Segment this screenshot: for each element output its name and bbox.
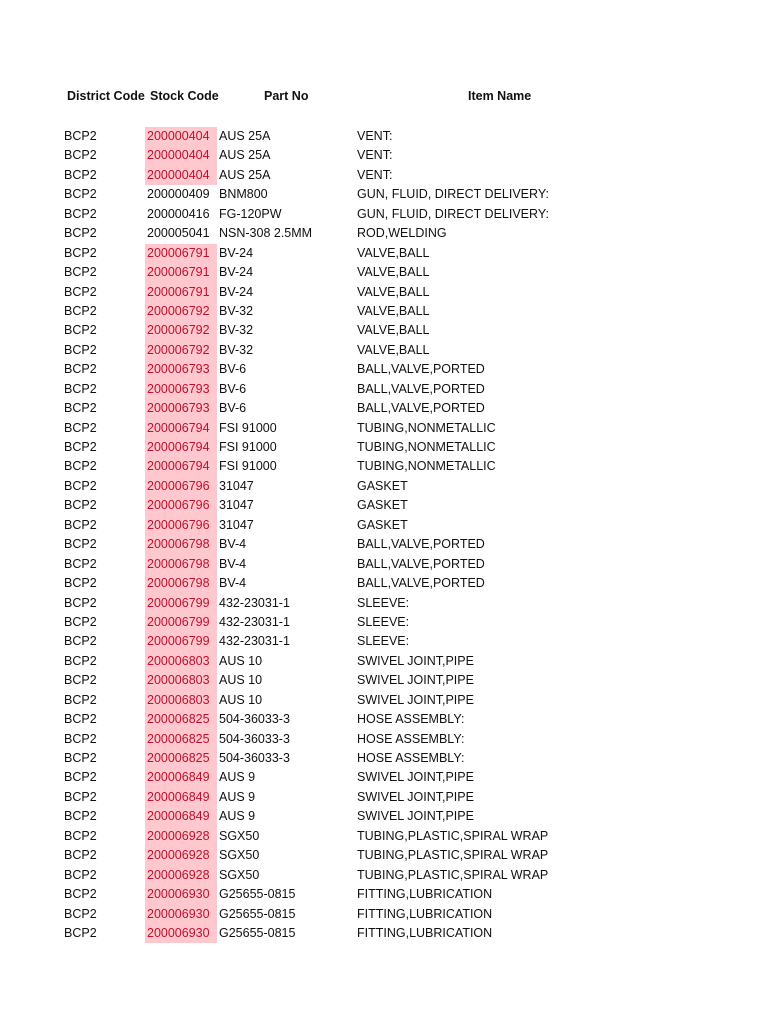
district-code-cell: BCP2: [64, 828, 97, 843]
header-district-code: District Code: [67, 89, 145, 103]
table-body: [0, 127, 768, 943]
part-no-cell: BV-6: [219, 362, 247, 377]
item-name-cell: GUN, FLUID, DIRECT DELIVERY:: [357, 187, 549, 202]
table-row: [0, 205, 768, 224]
table-row: [0, 283, 768, 302]
district-code-cell: BCP2: [64, 887, 97, 902]
part-no-cell: BV-24: [219, 245, 254, 260]
part-no-cell: FSI 91000: [219, 440, 277, 454]
stock-code-cell: 200006799: [145, 632, 217, 651]
part-no-cell: BNM800: [219, 187, 268, 202]
table-row: [0, 127, 768, 146]
stock-code-cell: 200006794: [145, 457, 217, 476]
stock-code-cell: 200006849: [145, 768, 217, 787]
table-row: [0, 185, 768, 204]
district-code-cell: BCP2: [64, 362, 97, 377]
header-part-no: Part No: [264, 89, 309, 103]
part-no-cell: BV-4: [219, 556, 247, 571]
table-row: [0, 866, 768, 885]
part-no-cell: BV-32: [219, 303, 254, 318]
district-code-cell: BCP2: [64, 789, 97, 804]
part-no-cell: AUS 9: [219, 770, 256, 785]
item-name-cell: HOSE ASSEMBLY:: [357, 751, 465, 765]
part-no-cell: AUS 9: [219, 789, 256, 804]
header-item-name: Item Name: [468, 89, 532, 103]
district-code-cell: BCP2: [64, 129, 97, 143]
table-row: [0, 885, 768, 904]
item-name-cell: VENT:: [357, 148, 393, 163]
part-no-cell: 31047: [219, 498, 254, 513]
part-no-cell: FSI 91000: [219, 459, 277, 474]
stock-code-cell: 200000404: [145, 127, 217, 146]
district-code-cell: BCP2: [64, 712, 97, 727]
stock-code-cell: 200006798: [145, 535, 217, 554]
part-no-cell: BV-6: [219, 381, 247, 396]
table-row: [0, 360, 768, 379]
part-no-cell: 31047: [219, 517, 254, 532]
table-row: [0, 924, 768, 943]
stock-code-cell: 200006796: [145, 516, 217, 535]
item-name-cell: SWIVEL JOINT,PIPE: [357, 692, 474, 707]
part-no-cell: 432-23031-1: [219, 614, 290, 629]
item-name-cell: SLEEVE:: [357, 614, 410, 629]
district-code-cell: BCP2: [64, 284, 97, 299]
part-no-cell: G25655-0815: [219, 925, 296, 940]
table-row: [0, 496, 768, 515]
item-name-cell: BALL,VALVE,PORTED: [357, 556, 485, 571]
item-name-cell: VALVE,BALL: [357, 303, 430, 318]
table-row: [0, 419, 768, 438]
part-no-cell: 504-36033-3: [219, 731, 290, 746]
table-row: [0, 555, 768, 574]
table-row: [0, 671, 768, 690]
table-row: [0, 730, 768, 749]
district-code-cell: BCP2: [64, 440, 97, 454]
part-no-cell: BV-32: [219, 323, 254, 338]
item-name-cell: TUBING,PLASTIC,SPIRAL WRAP: [357, 828, 549, 843]
stock-code-cell: 200006794: [145, 419, 217, 438]
table-row: [0, 710, 768, 729]
item-name-cell: FITTING,LUBRICATION: [357, 887, 493, 902]
item-name-cell: VALVE,BALL: [357, 265, 430, 280]
table-row: [0, 380, 768, 399]
part-no-cell: BV-24: [219, 284, 254, 299]
stock-code-cell: 200006825: [145, 749, 217, 768]
district-code-cell: BCP2: [64, 148, 97, 163]
item-name-cell: SLEEVE:: [357, 634, 410, 649]
item-name-cell: VALVE,BALL: [357, 342, 430, 357]
item-name-cell: HOSE ASSEMBLY:: [357, 731, 465, 746]
district-code-cell: BCP2: [64, 867, 97, 882]
part-no-cell: BV-32: [219, 342, 254, 357]
item-name-cell: ROD,WELDING: [357, 226, 447, 241]
item-name-cell: BALL,VALVE,PORTED: [357, 576, 485, 591]
item-name-cell: BALL,VALVE,PORTED: [357, 381, 485, 396]
table-row: [0, 438, 768, 457]
table-row: [0, 321, 768, 340]
table-row: [0, 457, 768, 476]
item-name-cell: BALL,VALVE,PORTED: [357, 401, 485, 416]
stock-code-cell: 200006793: [145, 380, 217, 399]
item-name-cell: FITTING,LUBRICATION: [357, 906, 493, 921]
part-no-cell: AUS 10: [219, 692, 263, 707]
district-code-cell: BCP2: [64, 167, 97, 182]
item-name-cell: GASKET: [357, 498, 408, 513]
district-code-cell: BCP2: [64, 498, 97, 513]
district-code-cell: BCP2: [64, 478, 97, 493]
item-name-cell: BALL,VALVE,PORTED: [357, 362, 485, 377]
stock-code-cell: 200006792: [145, 321, 217, 340]
part-no-cell: 504-36033-3: [219, 712, 290, 727]
item-name-cell: SLEEVE:: [357, 595, 410, 610]
item-name-cell: HOSE ASSEMBLY:: [357, 712, 465, 727]
table-row: [0, 574, 768, 593]
district-code-cell: BCP2: [64, 906, 97, 921]
part-no-cell: 504-36033-3: [219, 751, 290, 765]
table-row: [0, 535, 768, 554]
item-name-cell: TUBING,PLASTIC,SPIRAL WRAP: [357, 848, 549, 863]
item-name-cell: SWIVEL JOINT,PIPE: [357, 809, 474, 824]
stock-code-cell: 200006792: [145, 341, 217, 360]
table-row: [0, 846, 768, 865]
item-name-cell: VENT:: [357, 167, 393, 182]
item-name-cell: FITTING,LUBRICATION: [357, 925, 493, 940]
table-row: [0, 244, 768, 263]
table-header-row: [0, 89, 768, 107]
table-row: [0, 788, 768, 807]
table-row: [0, 399, 768, 418]
table-row: [0, 691, 768, 710]
stock-code-cell: 200000416: [147, 206, 210, 221]
district-code-cell: BCP2: [64, 634, 97, 649]
item-name-cell: SWIVEL JOINT,PIPE: [357, 770, 474, 785]
stock-code-cell: 200006796: [145, 477, 217, 496]
district-code-cell: BCP2: [64, 420, 97, 435]
stock-code-cell: 200006798: [145, 574, 217, 593]
header-stock-code: Stock Code: [150, 89, 219, 103]
part-no-cell: 432-23031-1: [219, 634, 290, 649]
item-name-cell: SWIVEL JOINT,PIPE: [357, 673, 474, 688]
part-no-cell: SGX50: [219, 867, 260, 882]
district-code-cell: BCP2: [64, 517, 97, 532]
district-code-cell: BCP2: [64, 556, 97, 571]
stock-code-cell: 200006928: [145, 846, 217, 865]
table-row: [0, 652, 768, 671]
part-no-cell: FG-120PW: [219, 206, 282, 221]
district-code-cell: BCP2: [64, 323, 97, 338]
stock-code-cell: 200006791: [145, 283, 217, 302]
item-name-cell: TUBING,NONMETALLIC: [357, 459, 496, 474]
item-name-cell: VALVE,BALL: [357, 323, 430, 338]
table-row: [0, 807, 768, 826]
table-row: [0, 341, 768, 360]
district-code-cell: BCP2: [64, 342, 97, 357]
district-code-cell: BCP2: [64, 303, 97, 318]
part-no-cell: NSN-308 2.5MM: [219, 226, 313, 241]
district-code-cell: BCP2: [64, 187, 97, 202]
district-code-cell: BCP2: [64, 653, 97, 668]
table-row: [0, 302, 768, 321]
stock-code-cell: 200006798: [145, 555, 217, 574]
stock-code-cell: 200006930: [145, 905, 217, 924]
item-name-cell: VALVE,BALL: [357, 284, 430, 299]
stock-code-cell: 200006930: [145, 924, 217, 943]
district-code-cell: BCP2: [64, 848, 97, 863]
stock-code-cell: 200006791: [145, 244, 217, 263]
district-code-cell: BCP2: [64, 731, 97, 746]
district-code-cell: BCP2: [64, 206, 97, 221]
part-no-cell: G25655-0815: [219, 887, 296, 902]
district-code-cell: BCP2: [64, 459, 97, 474]
item-name-cell: SWIVEL JOINT,PIPE: [357, 789, 474, 804]
district-code-cell: BCP2: [64, 925, 97, 940]
item-name-cell: VENT:: [357, 129, 393, 143]
part-no-cell: G25655-0815: [219, 906, 296, 921]
stock-code-cell: 200006793: [145, 360, 217, 379]
stock-code-cell: 200006799: [145, 594, 217, 613]
table-row: [0, 166, 768, 185]
part-no-cell: BV-6: [219, 401, 247, 416]
item-name-cell: VALVE,BALL: [357, 245, 430, 260]
table-row: [0, 905, 768, 924]
part-no-cell: AUS 25A: [219, 148, 271, 163]
district-code-cell: BCP2: [64, 770, 97, 785]
table-row: [0, 613, 768, 632]
stock-code-cell: 200006803: [145, 671, 217, 690]
item-name-cell: TUBING,PLASTIC,SPIRAL WRAP: [357, 867, 549, 882]
table-row: [0, 768, 768, 787]
stock-code-cell: 200006930: [145, 885, 217, 904]
stock-code-cell: 200006799: [145, 613, 217, 632]
district-code-cell: BCP2: [64, 595, 97, 610]
part-no-cell: AUS 25A: [219, 167, 271, 182]
part-no-cell: BV-4: [219, 576, 247, 591]
item-name-cell: BALL,VALVE,PORTED: [357, 537, 485, 552]
part-no-cell: 432-23031-1: [219, 595, 290, 610]
part-no-cell: BV-4: [219, 537, 247, 552]
item-name-cell: TUBING,NONMETALLIC: [357, 420, 496, 435]
district-code-cell: BCP2: [64, 751, 97, 765]
table-row: [0, 477, 768, 496]
table-row: [0, 749, 768, 768]
part-no-cell: FSI 91000: [219, 420, 277, 435]
district-code-cell: BCP2: [64, 381, 97, 396]
item-name-cell: GUN, FLUID, DIRECT DELIVERY:: [357, 206, 549, 221]
item-name-cell: GASKET: [357, 478, 408, 493]
district-code-cell: BCP2: [64, 614, 97, 629]
district-code-cell: BCP2: [64, 809, 97, 824]
table-row: [0, 146, 768, 165]
table-row: [0, 263, 768, 282]
district-code-cell: BCP2: [64, 537, 97, 552]
part-no-cell: SGX50: [219, 848, 260, 863]
stock-code-cell: 200006796: [145, 496, 217, 515]
district-code-cell: BCP2: [64, 673, 97, 688]
table-row: [0, 224, 768, 243]
stock-code-cell: 200006791: [145, 263, 217, 282]
stock-code-cell: 200006792: [145, 302, 217, 321]
district-code-cell: BCP2: [64, 265, 97, 280]
part-no-cell: AUS 9: [219, 809, 256, 824]
stock-code-cell: 200000404: [145, 146, 217, 165]
stock-code-cell: 200006825: [145, 730, 217, 749]
district-code-cell: BCP2: [64, 576, 97, 591]
item-name-cell: SWIVEL JOINT,PIPE: [357, 653, 474, 668]
stock-code-cell: 200005041: [147, 226, 210, 241]
table-row: [0, 516, 768, 535]
stock-code-cell: 200006794: [145, 438, 217, 457]
item-name-cell: TUBING,NONMETALLIC: [357, 440, 496, 454]
table-row: [0, 632, 768, 651]
stock-code-cell: 200006803: [145, 652, 217, 671]
stock-code-cell: 200006849: [145, 807, 217, 826]
stock-code-cell: 200000404: [145, 166, 217, 185]
stock-code-cell: 200000409: [147, 187, 210, 202]
stock-code-cell: 200006849: [145, 788, 217, 807]
stock-code-cell: 200006803: [145, 691, 217, 710]
part-no-cell: 31047: [219, 478, 254, 493]
item-name-cell: GASKET: [357, 517, 408, 532]
part-no-cell: AUS 10: [219, 673, 263, 688]
district-code-cell: BCP2: [64, 692, 97, 707]
part-no-cell: AUS 10: [219, 653, 263, 668]
part-no-cell: BV-24: [219, 265, 254, 280]
stock-code-cell: 200006928: [145, 827, 217, 846]
district-code-cell: BCP2: [64, 401, 97, 416]
district-code-cell: BCP2: [64, 245, 97, 260]
part-no-cell: AUS 25A: [219, 129, 271, 143]
stock-code-cell: 200006928: [145, 866, 217, 885]
table-row: [0, 827, 768, 846]
district-code-cell: BCP2: [64, 226, 97, 241]
table-row: [0, 594, 768, 613]
part-no-cell: SGX50: [219, 828, 260, 843]
stock-code-cell: 200006793: [145, 399, 217, 418]
stock-code-cell: 200006825: [145, 710, 217, 729]
